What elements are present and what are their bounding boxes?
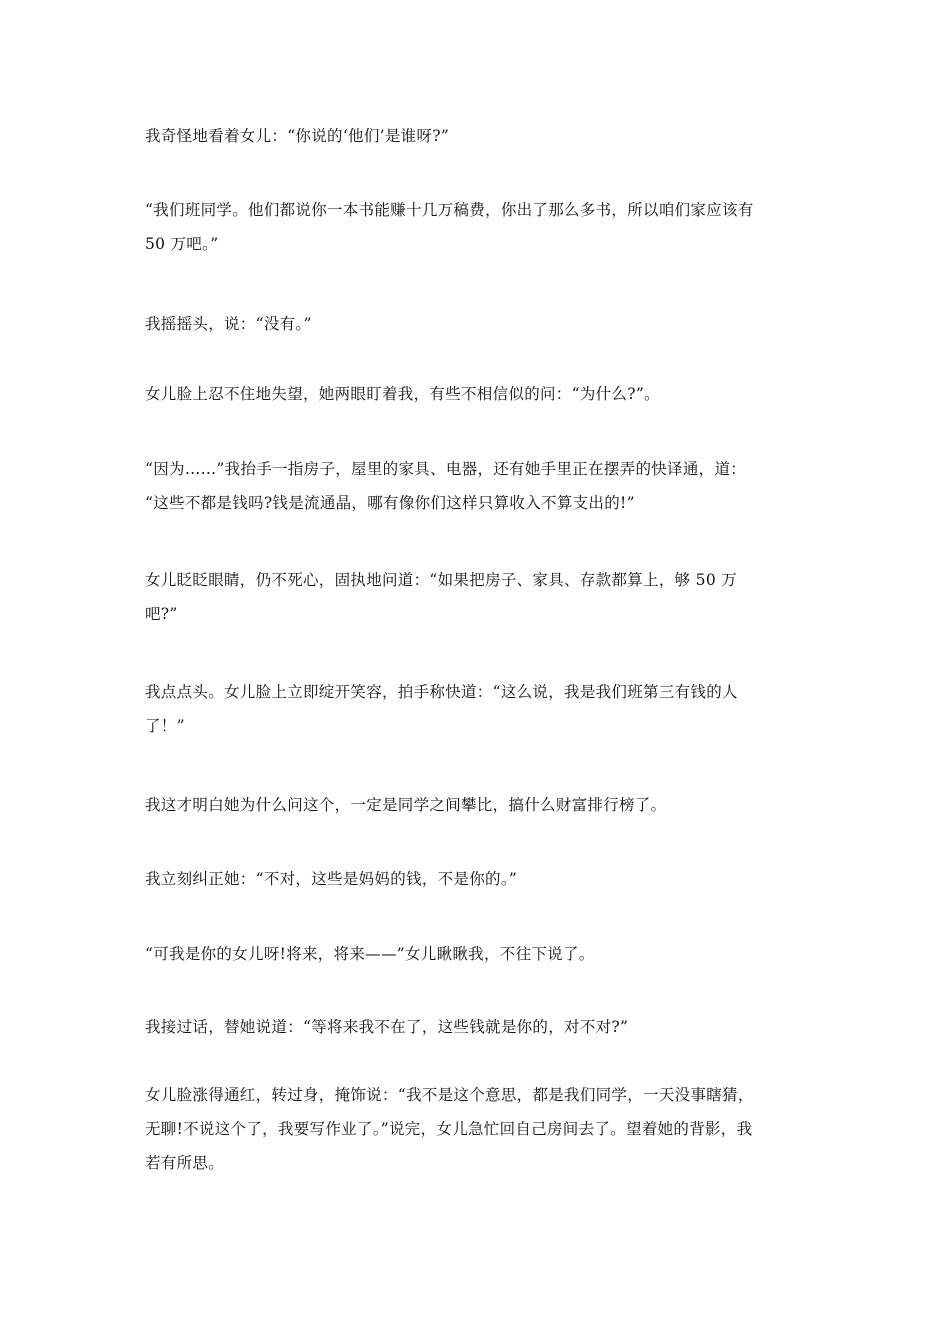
text-line: 女儿脸涨得通红，转过身，掩饰说：“我不是这个意思，都是我们同学，一天没事瞎猜， <box>145 1086 754 1104</box>
text-line: “因为……”我抬手一指房子，屋里的家具、电器，还有她手里正在摆弄的快译通，道： <box>145 460 747 478</box>
text-line: 我摇摇头，说：“没有。” <box>145 315 312 333</box>
text-line: 我点点头。女儿脸上立即绽开笑容，拍手称快道：“这么说，我是我们班第三有钱的人 <box>145 683 738 701</box>
text-line: 无聊!不说这个了，我要写作业了。”说完，女儿急忙回自己房间去了。望着她的背影，我 <box>145 1120 753 1138</box>
text-line: 我接过话，替她说道：“等将来我不在了，这些钱就是你的，对不对?” <box>145 1018 629 1036</box>
paragraph-10 <box>145 937 817 971</box>
paragraph-7 <box>145 675 817 743</box>
paragraph-12 <box>145 1078 817 1180</box>
paragraph-9 <box>145 862 817 896</box>
paragraph-8 <box>145 788 817 822</box>
text-line: 我这才明白她为什么问这个，一定是同学之间攀比，搞什么财富排行榜了。 <box>145 796 667 814</box>
paragraph-2 <box>145 193 817 261</box>
text-line: “我们班同学。他们都说你一本书能赚十几万稿费，你出了那么多书，所以咱们家应该有 <box>145 201 754 219</box>
paragraph-4 <box>145 377 817 411</box>
text-line: 了！” <box>145 717 185 735</box>
text-line: 吧?” <box>145 605 178 623</box>
text-line: 女儿眨眨眼睛，仍不死心，固执地问道：“如果把房子、家具、存款都算上，够 50 万 <box>145 571 738 589</box>
text-line: “这些不都是钱吗?钱是流通晶，哪有像你们这样只算收入不算支出的!” <box>145 494 635 512</box>
text-line: “可我是你的女儿呀!将来，将来——”女儿瞅瞅我，不往下说了。 <box>145 945 595 963</box>
text-line: 50 万吧。” <box>145 235 219 253</box>
paragraph-1 <box>145 119 817 153</box>
paragraph-11 <box>145 1010 817 1044</box>
paragraph-6 <box>145 563 817 631</box>
paragraph-5 <box>145 452 817 520</box>
paragraph-3 <box>145 307 817 341</box>
text-line: 若有所思。 <box>145 1154 225 1172</box>
text-line: 我奇怪地看着女儿：“你说的‘他们’是谁呀?” <box>145 127 450 145</box>
text-line: 我立刻纠正她：“不对，这些是妈妈的钱，不是你的。” <box>145 870 518 888</box>
text-line: 女儿脸上忍不住地失望，她两眼盯着我，有些不相信似的问：“为什么?”。 <box>145 385 660 403</box>
